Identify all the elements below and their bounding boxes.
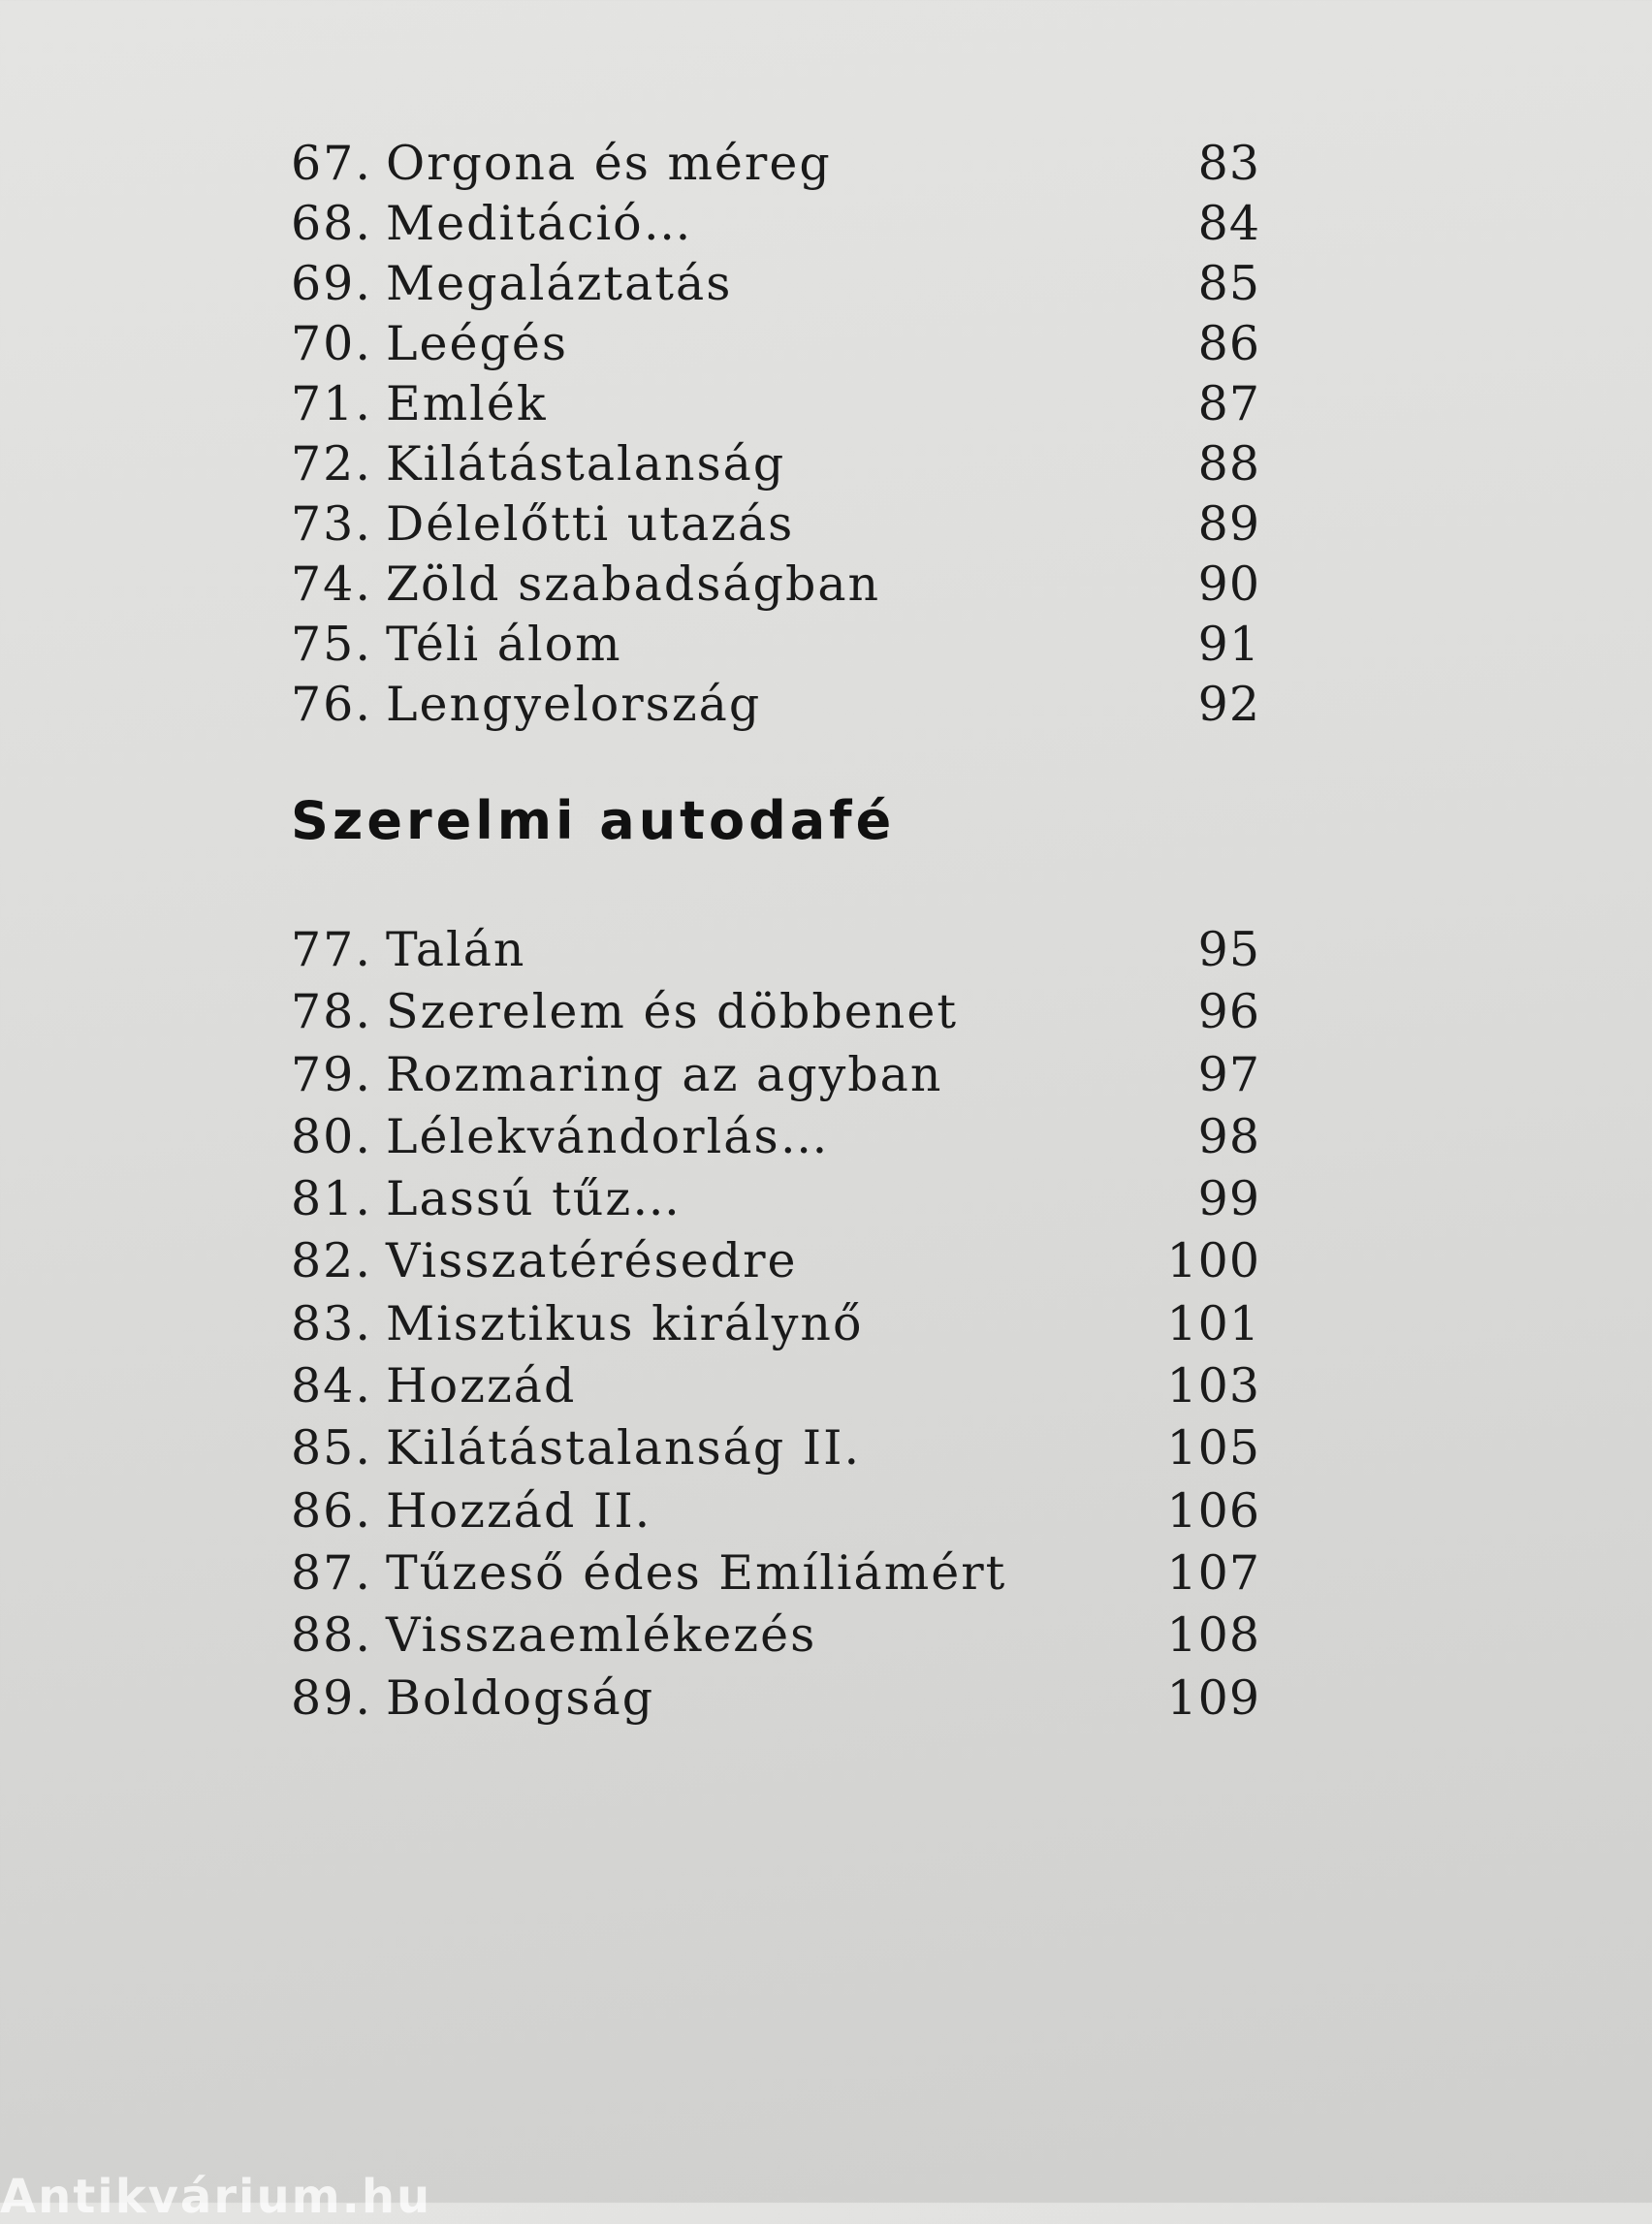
toc-entry [291, 981, 1260, 1043]
toc-entry [291, 1044, 1260, 1106]
toc-entry-title: Kilátástalanság [385, 436, 786, 492]
toc-entry-title: Orgona és méreg [385, 136, 832, 191]
toc-entry-title: Emlék [385, 376, 548, 431]
toc-entry-page: 100 [1166, 1233, 1260, 1289]
toc-entry-page: 96 [1197, 984, 1260, 1040]
toc-entry-title: Boldogság [385, 1669, 655, 1726]
toc-entry-page: 91 [1197, 617, 1260, 672]
toc-entry-title: Délelőtti utazás [385, 496, 795, 552]
toc-entry-number: 69. [291, 256, 372, 311]
toc-entry-page: 86 [1197, 316, 1260, 371]
toc-entry [291, 1293, 1260, 1355]
toc-entry-number: 78. [291, 984, 372, 1040]
toc-entry-number: 75. [291, 617, 372, 672]
toc-entry-number: 83. [291, 1295, 372, 1351]
toc-entry-page: 97 [1197, 1046, 1260, 1102]
toc-entry [291, 675, 1260, 735]
toc-entry-title: Szerelem és döbbenet [385, 984, 959, 1040]
toc-entry-page: 109 [1166, 1669, 1260, 1726]
toc-entry-number: 85. [291, 1420, 372, 1477]
toc-entry-page: 103 [1166, 1358, 1260, 1414]
toc-entry [291, 919, 1260, 981]
toc-entry-page: 98 [1197, 1108, 1260, 1164]
toc-entry-title: Lengyelország [385, 677, 762, 732]
toc-entry [291, 134, 1260, 194]
toc-entry-number: 79. [291, 1046, 372, 1102]
toc-entry-page: 95 [1197, 922, 1260, 977]
toc-entry-page: 101 [1166, 1295, 1260, 1351]
toc-entry-number: 76. [291, 677, 372, 732]
toc-list-part1 [291, 134, 1260, 735]
toc-entry-number: 82. [291, 1233, 372, 1289]
toc-entry-page: 108 [1166, 1607, 1260, 1664]
toc-entry-title: Meditáció… [385, 196, 693, 251]
toc-entry-number: 71. [291, 376, 372, 431]
toc-entry [291, 434, 1260, 494]
toc-entry-number: 70. [291, 316, 372, 371]
toc-entry [291, 1230, 1260, 1292]
toc-entry-page: 85 [1197, 256, 1260, 311]
toc-entry-title: Talán [385, 922, 526, 977]
toc-entry [291, 374, 1260, 434]
toc-entry-page: 90 [1197, 556, 1260, 612]
toc-entry [291, 314, 1260, 374]
toc-entry-title: Leégés [385, 316, 568, 371]
toc-entry [291, 1168, 1260, 1230]
toc-entry [291, 194, 1260, 254]
toc-entry [291, 494, 1260, 555]
toc-entry [291, 1355, 1260, 1417]
watermark: Antikvárium.hu [0, 2170, 432, 2224]
toc-entry-number: 74. [291, 556, 372, 612]
toc-entry-number: 89. [291, 1669, 372, 1726]
toc-list-part2 [291, 919, 1260, 1730]
toc-entry [291, 1604, 1260, 1667]
toc-entry [291, 254, 1260, 314]
toc-entry-number: 84. [291, 1358, 372, 1414]
toc-entry-title: Kilátástalanság II. [385, 1420, 862, 1477]
toc-entry-number: 73. [291, 496, 372, 552]
toc-entry-title: Hozzád II. [385, 1482, 652, 1539]
toc-entry-page: 107 [1166, 1544, 1260, 1601]
toc-entry-page: 84 [1197, 196, 1260, 251]
toc-entry-title: Zöld szabadságban [385, 556, 881, 612]
toc-entry-title: Misztikus királynő [385, 1295, 864, 1351]
toc-entry-page: 83 [1197, 136, 1260, 191]
toc-entry-title: Visszatérésedre [385, 1233, 798, 1289]
toc-entry-title: Hozzád [385, 1358, 577, 1414]
toc-entry-title: Visszaemlékezés [385, 1607, 817, 1664]
toc-entry-number: 88. [291, 1607, 372, 1664]
toc-entry-number: 77. [291, 922, 372, 977]
toc-entry-number: 81. [291, 1171, 372, 1227]
toc-entry-title: Lélekvándorlás… [385, 1108, 830, 1164]
toc-entry [291, 1417, 1260, 1479]
toc-entry-title: Rozmaring az agyban [385, 1046, 943, 1102]
toc-entry-title: Tűzeső édes Emíliámért [385, 1544, 1007, 1601]
toc-entry [291, 1106, 1260, 1168]
toc-entry-number: 72. [291, 436, 372, 492]
toc-entry-page: 88 [1197, 436, 1260, 492]
toc-entry [291, 615, 1260, 675]
toc-entry-number: 86. [291, 1482, 372, 1539]
toc-entry [291, 555, 1260, 615]
toc-entry-number: 67. [291, 136, 372, 191]
toc-entry-page: 105 [1166, 1420, 1260, 1477]
toc-entry-number: 87. [291, 1544, 372, 1601]
toc-entry-page: 87 [1197, 376, 1260, 431]
toc-entry-number: 80. [291, 1108, 372, 1164]
toc-entry-number: 68. [291, 196, 372, 251]
toc-entry-page: 89 [1197, 496, 1260, 552]
toc-entry [291, 1480, 1260, 1542]
toc-entry-page: 106 [1166, 1482, 1260, 1539]
toc-entry-title: Téli álom [385, 617, 622, 672]
toc-entry-title: Megaláztatás [385, 256, 733, 311]
section-heading: Szerelmi autodafé [291, 790, 896, 851]
toc-entry [291, 1542, 1260, 1604]
toc-entry-page: 92 [1197, 677, 1260, 732]
toc-entry [291, 1668, 1260, 1730]
toc-entry-page: 99 [1197, 1171, 1260, 1227]
toc-entry-title: Lassú tűz… [385, 1171, 683, 1227]
